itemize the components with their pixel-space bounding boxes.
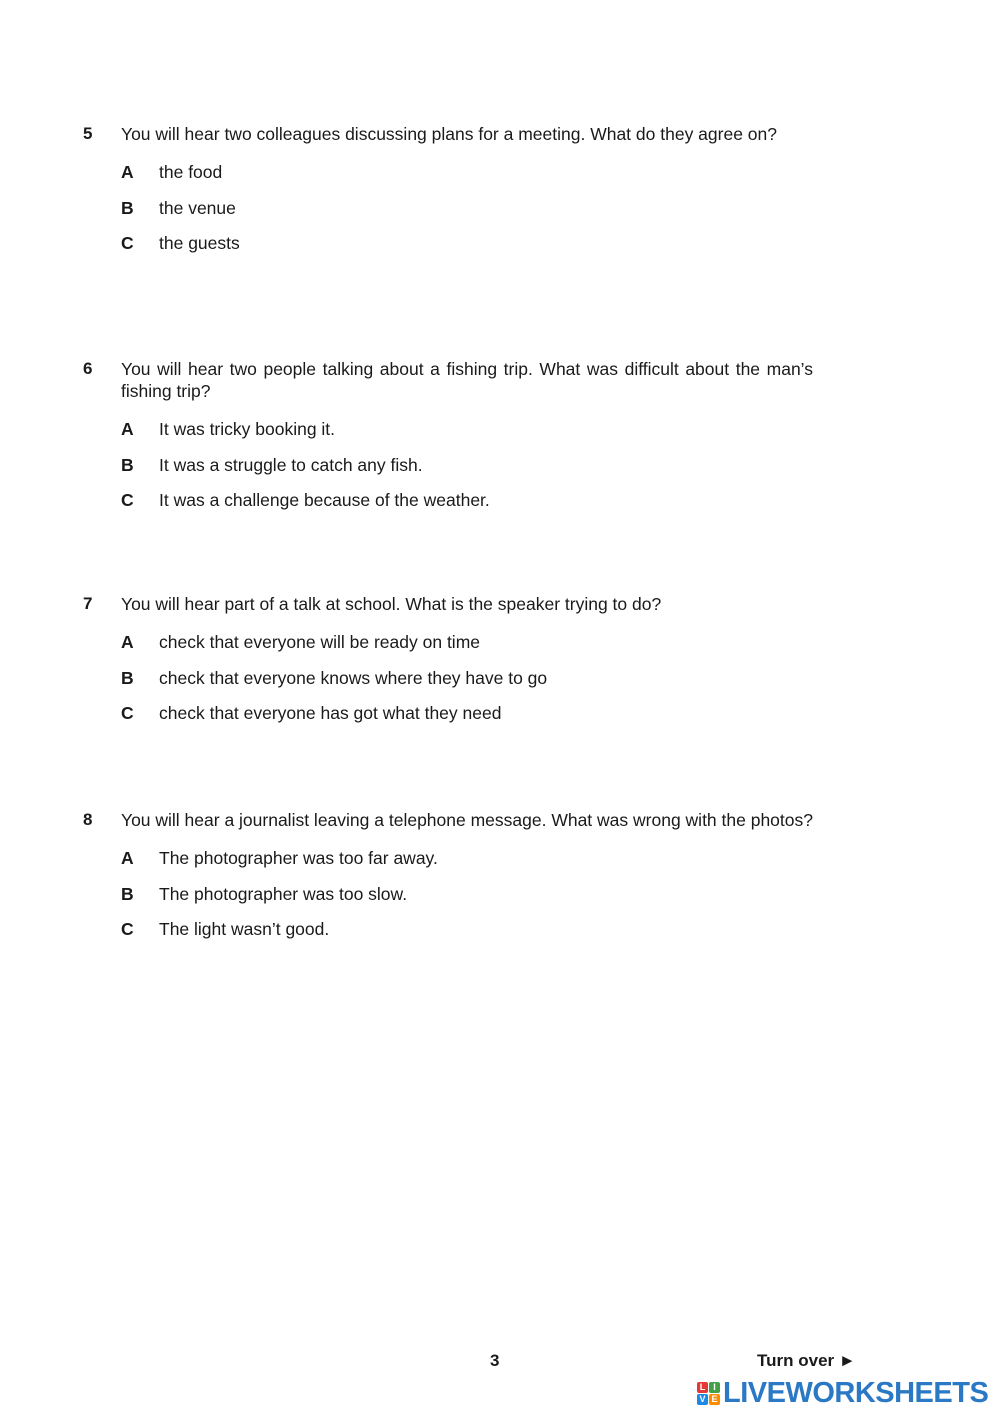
turn-over-label: Turn over ►: [757, 1351, 856, 1370]
option-list: [121, 418, 813, 525]
option-b[interactable]: [121, 197, 813, 233]
question-6: [83, 358, 813, 525]
question-number: 8: [83, 810, 93, 829]
option-text: The photographer was too slow.: [159, 883, 408, 904]
option-letter: C: [121, 490, 134, 510]
option-text: It was tricky booking it.: [159, 419, 336, 439]
option-a[interactable]: [121, 631, 813, 667]
brand-logo-icon: [697, 1382, 720, 1405]
option-text: the food: [159, 162, 223, 182]
question-number: 6: [83, 359, 93, 378]
option-list: [121, 847, 813, 954]
option-text: check that everyone will be ready on time: [159, 632, 480, 652]
option-text: the venue: [159, 197, 236, 218]
option-list: [121, 631, 813, 738]
option-text: check that everyone knows where they have to go: [159, 667, 548, 688]
logo-letter: E: [709, 1394, 720, 1405]
option-a[interactable]: [121, 418, 813, 454]
question-text: You will hear two people talking about a fishing trip. What was difficult about the man’s fishing trip?: [121, 359, 813, 401]
option-letter: C: [121, 233, 134, 253]
option-letter: C: [121, 919, 134, 939]
option-letter: A: [121, 162, 134, 182]
question-text: You will hear part of a talk at school. What is the speaker trying to do?: [121, 594, 662, 614]
option-letter: B: [121, 883, 134, 904]
question-number: 5: [83, 124, 93, 143]
option-text: the guests: [159, 233, 240, 253]
option-letter: A: [121, 419, 134, 439]
option-text: The light wasn’t good.: [159, 919, 330, 939]
page-number: 3: [490, 1351, 500, 1370]
option-c[interactable]: [121, 232, 813, 268]
option-a[interactable]: [121, 847, 813, 883]
option-c[interactable]: [121, 918, 813, 954]
question-number: 7: [83, 594, 93, 613]
option-b[interactable]: [121, 454, 813, 490]
option-b[interactable]: [121, 667, 813, 703]
option-letter: B: [121, 454, 134, 475]
option-b[interactable]: [121, 883, 813, 919]
option-letter: B: [121, 667, 134, 688]
option-c[interactable]: [121, 702, 813, 738]
option-text: It was a struggle to catch any fish.: [159, 454, 423, 475]
option-letter: C: [121, 703, 134, 723]
option-list: [121, 161, 813, 268]
logo-letter: L: [697, 1382, 708, 1393]
option-text: check that everyone has got what they need: [159, 703, 502, 723]
option-letter: A: [121, 848, 134, 868]
question-5: [83, 123, 813, 268]
liveworksheets-brand: [697, 1376, 988, 1410]
option-text: The photographer was too far away.: [159, 848, 438, 868]
option-letter: B: [121, 197, 134, 218]
option-letter: A: [121, 632, 134, 652]
brand-name: LIVEWORKSHEETS: [723, 1377, 989, 1409]
option-text: It was a challenge because of the weather.: [159, 490, 490, 510]
question-7: [83, 593, 813, 738]
option-c[interactable]: [121, 489, 813, 525]
question-text: You will hear a journalist leaving a telephone message. What was wrong with the photos?: [121, 810, 813, 830]
option-a[interactable]: [121, 161, 813, 197]
question-8: [83, 809, 813, 954]
logo-letter: V: [697, 1394, 708, 1405]
logo-letter: I: [709, 1382, 720, 1393]
question-text: You will hear two colleagues discussing plans for a meeting. What do they agree on?: [121, 124, 777, 144]
